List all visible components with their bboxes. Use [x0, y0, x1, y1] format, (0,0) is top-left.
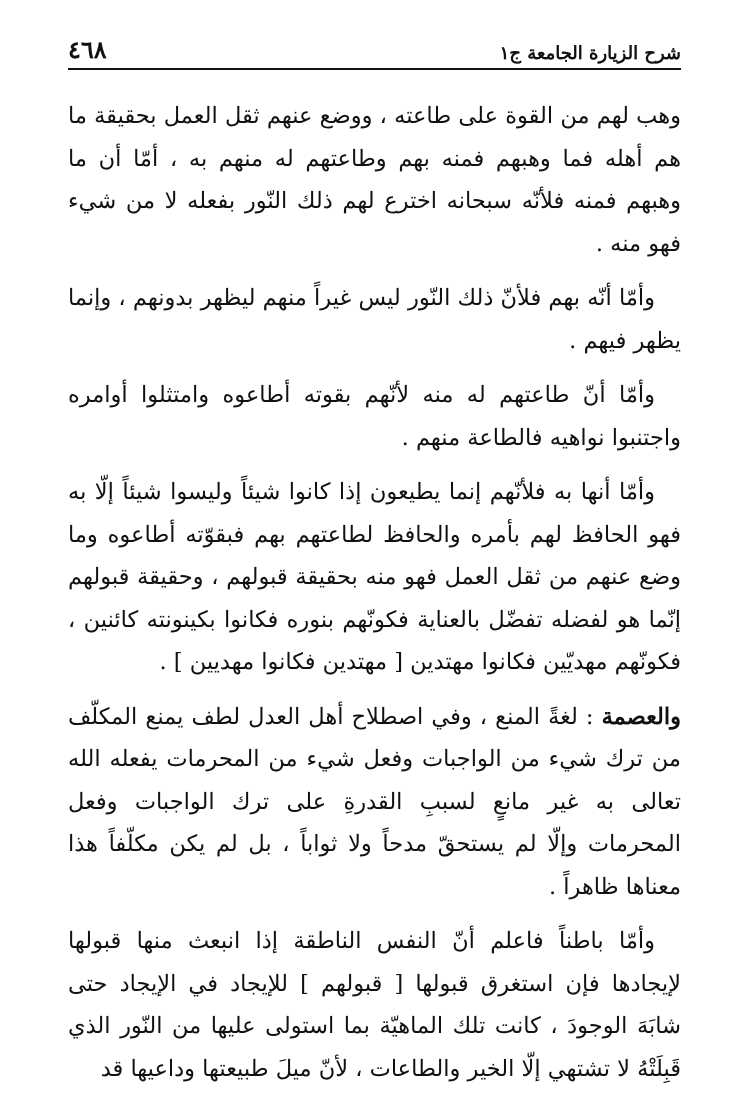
- paragraph-2: وأمّا أنّه بهم فلأنّ ذلك النّور ليس غيراً منهم ليظهر بدونهم ، وإنما يظهر فيهم .: [68, 285, 681, 354]
- page-number: ٤٦٨: [68, 35, 107, 64]
- paragraph-3: وأمّا أنّ طاعتهم له منه لأنّهم بقوته أطاعوه وامتثلوا أوامره واجتنبوا نواهيه فالطاعة منهم .: [68, 382, 681, 451]
- defined-term: والعصمة: [601, 703, 681, 730]
- paragraph-1: وهب لهم من القوة على طاعته ، ووضع عنهم ثقل العمل بحقيقة ما هم أهله فما وهبهم فمنه بهم وطاعتهم له منهم به ، أمّا أن ما وهبهم فمنه فلأنّه سبحانه اخترع لهم ذلك النّور بفعله لا من شيء فهو منه .: [68, 103, 681, 257]
- page-body: [68, 95, 681, 1102]
- running-title: شرح الزيارة الجامعة ج١: [499, 43, 681, 64]
- paragraph-6: وأمّا باطناً فاعلم أنّ النفس الناطقة إذا انبعث منها قبولها لإيجادها فإن استغرق قبولها [ قبولهم ] للإيجاد في الإيجاد حتى شابَهَ الوجودَ ، كانت تلك الماهيّة بما استولى عليها من النّور الذي قَبِلَتْهُ لا تشتهي إلّا الخير والطاعات ، لأنّ ميلَ طبيعتها وداعيها قد: [68, 928, 681, 1082]
- page-header: [68, 24, 681, 70]
- paragraph-5-text: : لغةً المنع ، وفي اصطلاح أهل العدل لطف يمنع المكلّف من ترك شيء من الواجبات وفعل شيء من المحرمات يفعله الله تعالى به غير مانعٍ لسببِ القدرةِ على ترك الواجبات وفعل المحرمات وإلّا لم يستحقّ مدحاً ولا ثواباً ، بل لم يكن مكلّفاً هذا معناها ظاهراً .: [68, 703, 681, 900]
- paragraph-4: وأمّا أنها به فلأنّهم إنما يطيعون إذا كانوا شيئاً وليسوا شيئاً إلّا به فهو الحافظ لهم بأمره والحافظ لطاعتهم بهم فبقوّته أطاعوه وما وضع عنهم من ثقل العمل فهو منه بحقيقة قبولهم ، وحقيقة قبولهم إنّما هو لفضله تفضّل بالعناية فكونّهم بنوره فكانوا بكينونته كائنين ، فكونّهم مهديّين فكانوا مهتدين [ مهتدين فكانوا مهديين ] .: [68, 479, 681, 675]
- paragraph-5: [68, 696, 681, 909]
